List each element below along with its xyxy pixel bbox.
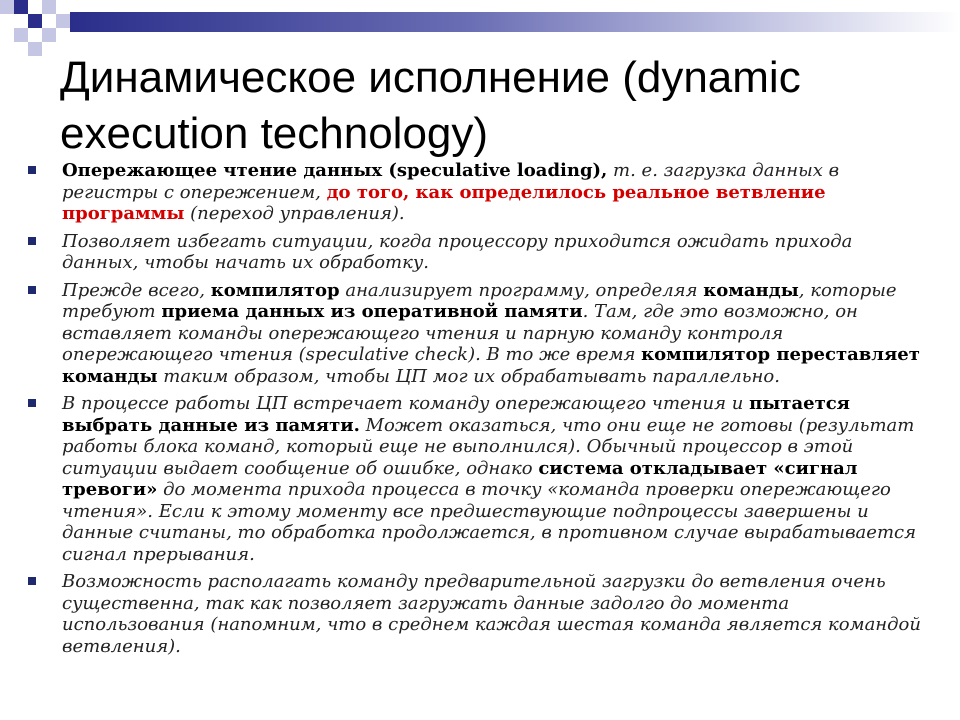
bullet-text-segment: Возможность располагать команду предварительной загрузки до ветвления очень существенна, так как позволяет загружать данные задолго до момента использования (напомним, что в среднем каждая шестая команда является командой ветвления). <box>62 571 921 657</box>
bullet-item <box>28 231 928 274</box>
bullet-text-segment: компилятор переставляет команды <box>62 344 920 387</box>
bullet-text <box>62 571 921 657</box>
decor-square <box>56 14 70 28</box>
bullet-text-segment: т. е. загрузка данных в регистры с опережением, <box>62 160 840 203</box>
bullet-text <box>62 231 852 274</box>
bullet-text <box>62 160 839 224</box>
bullet-text-segment: Опережающее чтение данных (speculative loading), <box>62 160 608 181</box>
bullet-marker-icon <box>28 286 36 294</box>
bullet-text-segment: В процессе работы ЦП встречает команду опережающего чтения и <box>62 393 750 414</box>
bullet-text-segment: команды <box>703 279 799 301</box>
bullet-text-segment: компилятор <box>210 279 340 301</box>
decor-square <box>42 0 56 14</box>
bullet-text-segment: . Там, где это возможно, он вставляет команды опережающего чтения и парную команду контроля опережающего чтения (speculative check). В то же время <box>62 301 858 365</box>
bullet-item <box>28 571 928 657</box>
bullet-text-segment: система откладывает «сигнал тревоги» <box>62 457 858 500</box>
bullet-text-segment: таким образом, чтобы ЦП мог их обрабатывать параллельно. <box>157 365 780 387</box>
decor-square <box>14 28 28 42</box>
bullet-text-segment: (переход управления). <box>184 203 405 224</box>
bullet-text-segment: пытается выбрать данные из памяти. <box>62 393 850 436</box>
bullet-marker-icon <box>28 237 36 245</box>
bullet-marker-icon <box>28 577 36 585</box>
bullet-text-segment: Позволяет избегать ситуации, когда процессору приходится ожидать прихода данных, чтобы начать их обработку. <box>62 230 853 273</box>
bullet-text <box>62 280 920 387</box>
bullet-text-segment: анализирует программу, определяя <box>339 279 704 301</box>
decor-square <box>28 42 42 56</box>
decor-square <box>28 14 42 28</box>
bullet-item <box>28 160 928 225</box>
bullet-text-segment: приема данных из оперативной памяти <box>161 301 583 322</box>
bullet-text-segment: Может оказаться, что они еще не готовы (результат работы блока команд, который еще не выполнился). Обычный процессор в этой ситуации выдает сообщение об ошибке, однако <box>62 414 915 479</box>
slide-title: Динамическое исполнение (dynamic execution technology) <box>60 53 801 158</box>
bullet-marker-icon <box>28 166 36 174</box>
bullet-list <box>28 160 928 663</box>
bullet-item <box>28 393 928 565</box>
bullet-text <box>62 393 916 565</box>
bullet-marker-icon <box>28 399 36 407</box>
bullet-item <box>28 280 928 388</box>
bullet-text-segment: , которые требуют <box>62 279 897 322</box>
decor-square <box>42 28 56 42</box>
bullet-text-segment: до того, как определилось реальное ветвление программы <box>62 181 826 224</box>
header-gradient-bar <box>70 12 960 32</box>
bullet-text-segment: до момента прихода процесса в точку «команда проверки опережающего чтения». Если к этому моменту все предшествующие подпроцессы завершены и данные считаны, то обработка продолжается, в противном случае вырабатывается сигнал прерывания. <box>62 479 917 565</box>
decor-square <box>14 0 28 14</box>
decor-square <box>0 0 14 14</box>
bullet-text-segment: Прежде всего, <box>62 279 211 301</box>
